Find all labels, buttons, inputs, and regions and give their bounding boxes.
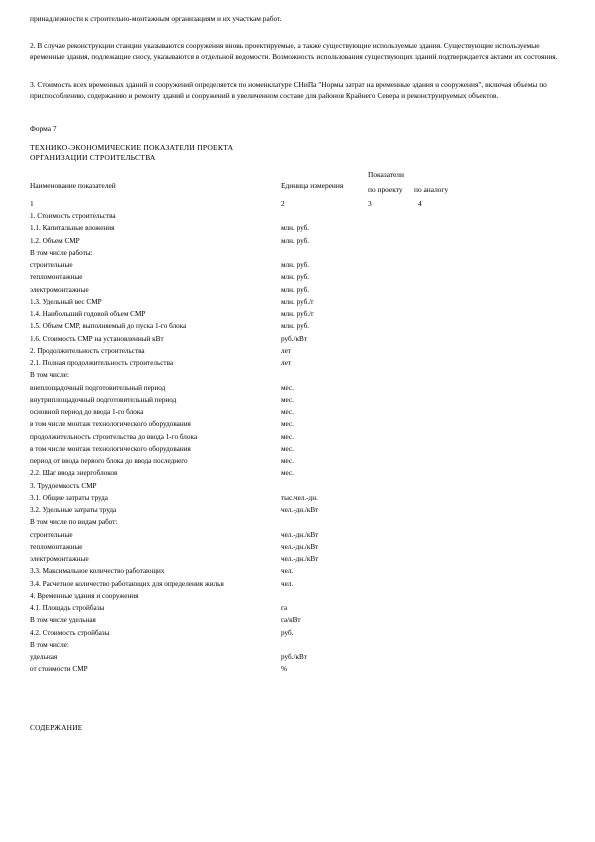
table-row <box>0 420 595 432</box>
table-row <box>0 518 595 530</box>
indicator-name: 1. Стоимость строительства <box>30 212 116 220</box>
indicator-name: тепломонтажные <box>30 273 83 282</box>
column-number-4: 4 <box>418 199 422 208</box>
indicator-name: 1.6. Стоимость СМР на установленный кВт <box>30 334 164 343</box>
indicator-name: внутриплощадочный подготовительный период <box>30 395 177 404</box>
paragraph-continuation: принадлежности к строительно-монтажным организациям и их участкам работ. <box>30 14 282 23</box>
indicator-name: В том числе работы: <box>30 248 93 257</box>
indicator-name: электромонтажные <box>30 555 89 563</box>
table-row <box>0 616 595 628</box>
indicator-name: внеплощадочный подготовительный период <box>30 383 166 392</box>
table-row <box>0 298 595 310</box>
indicator-unit: руб. <box>281 628 294 637</box>
indicator-unit: лет <box>281 359 291 367</box>
indicator-unit: чел.-дн./кВт <box>281 555 319 563</box>
indicator-name: от стоимости СМР <box>30 665 88 674</box>
indicator-unit: млн. руб./г <box>281 310 314 318</box>
table-title-line-1: ТЕХНИКО-ЭКОНОМИЧЕСКИЕ ПОКАЗАТЕЛИ ПРОЕКТА <box>30 143 234 152</box>
indicator-unit: чел.-дн./кВт <box>281 542 319 551</box>
table-row <box>0 506 595 518</box>
table-row <box>0 580 595 592</box>
indicator-name: 2.2. Шаг ввода энергоблоков <box>30 469 118 478</box>
indicator-unit: чел. <box>281 567 294 576</box>
indicator-unit: тыс.чел.-дн. <box>281 493 318 502</box>
indicator-unit: мес. <box>281 444 294 453</box>
indicator-unit: мес. <box>281 395 294 404</box>
indicator-unit: мес. <box>281 432 294 441</box>
table-row <box>0 249 595 261</box>
indicator-unit: мес. <box>281 383 294 392</box>
indicator-unit: % <box>281 665 287 674</box>
table-row <box>0 322 595 334</box>
table-row <box>0 531 595 543</box>
indicator-unit: млн. руб. <box>281 224 310 233</box>
table-row <box>0 494 595 506</box>
indicator-name: основной период до ввода 1-го блока <box>30 408 144 416</box>
indicator-name: В том числе по видам работ: <box>30 518 118 527</box>
table-row <box>0 629 595 641</box>
table-row <box>0 347 595 359</box>
table-row <box>0 224 595 236</box>
table-row <box>0 261 595 273</box>
indicator-unit: га <box>281 604 288 612</box>
indicator-unit: руб./кВт <box>281 653 307 661</box>
indicator-unit: млн. руб./г <box>281 297 314 306</box>
indicator-unit: млн. руб. <box>281 322 310 331</box>
indicator-unit: чел.-дн./кВт <box>281 506 319 514</box>
indicator-unit: чел.-дн./кВт <box>281 530 319 539</box>
indicator-name: продолжительность строительства до ввода 1-го блока <box>30 432 198 441</box>
table-row <box>0 457 595 469</box>
indicator-name: в том числе монтаж технологического оборудования <box>30 444 191 453</box>
indicator-unit: млн. руб. <box>281 261 310 269</box>
indicator-unit: мес. <box>281 408 294 416</box>
indicator-name: 1.4. Наибольший годовой объем СМР <box>30 310 146 318</box>
indicator-name: 4. Временные здания и сооружения <box>30 591 139 600</box>
indicator-unit: га/кВт <box>281 616 301 625</box>
indicator-name: 1.2. Объем СМР <box>30 236 80 245</box>
indicator-name: строительные <box>30 530 73 539</box>
indicator-name: удельная <box>30 653 58 661</box>
table-row <box>0 371 595 383</box>
indicator-unit: мес. <box>281 457 294 465</box>
table-row <box>0 592 595 604</box>
indicator-name: 3.1. Общие затраты труда <box>30 493 108 502</box>
table-row <box>0 482 595 494</box>
indicator-name: 3. Трудоемкость СМР <box>30 481 97 490</box>
table-row <box>0 310 595 322</box>
indicator-name: 4.1. Площадь стройбазы <box>30 604 105 612</box>
indicator-name: тепломонтажные <box>30 542 83 551</box>
table-row <box>0 433 595 445</box>
header-project: по проекту <box>368 185 403 194</box>
header-unit: Единица измерения <box>281 181 344 190</box>
table-title-line-2: ОРГАНИЗАЦИИ СТРОИТЕЛЬСТВА <box>30 153 156 163</box>
table-row <box>0 469 595 481</box>
table-row <box>0 408 595 420</box>
table-row <box>0 273 595 285</box>
indicator-unit: руб./кВт <box>281 334 307 343</box>
column-number-3: 3 <box>368 199 372 208</box>
table-row <box>0 567 595 579</box>
indicator-unit: млн. руб. <box>281 236 310 245</box>
paragraph-3: 3. Стоимость всех временных зданий и сооружений определяется по номенклатуре СНиПа "Нормы затрат на временные здания и сооружения", включая объемы по приспособлению, содержанию и ремонту зданий и сооружений в увеличенном составе для районов Крайнего Севера и реконструируемых объектов. <box>30 80 547 100</box>
table-row <box>0 335 595 347</box>
indicator-name: 3.2. Удельные затраты труда <box>30 506 117 514</box>
paragraph-2: 2. В случае реконструкции станции указываются сооружения вновь проектируемые, а также существующие используемые здания. Существующие используемые временные здания, подлежащие сносу, указываются в отдельной ведомости. Возможность использования существующих зданий подтверждается актами их состояния. <box>30 41 558 61</box>
table-row <box>0 665 595 677</box>
header-values: Показатели <box>368 170 404 179</box>
indicator-name: 4.2. Стоимость стройбазы <box>30 628 110 637</box>
indicator-name: в том числе монтаж технологического оборудования <box>30 420 191 429</box>
indicator-unit: млн. руб. <box>281 285 310 294</box>
indicator-name: В том числе: <box>30 371 69 380</box>
table-row <box>0 237 595 249</box>
table-row <box>0 543 595 555</box>
table-row <box>0 604 595 616</box>
indicator-name: 1.1. Капитальные вложения <box>30 224 115 233</box>
table-row <box>0 359 595 371</box>
indicator-name: 3.3. Максимальное количество работающих <box>30 567 165 576</box>
column-number-2: 2 <box>281 199 285 208</box>
indicator-unit: лет <box>281 346 291 355</box>
header-name: Наименование показателей <box>30 181 116 190</box>
indicator-name: 1.5. Объем СМР, выполняемый до пуска 1-го блока <box>30 322 187 331</box>
table-row <box>0 384 595 396</box>
indicator-unit: мес. <box>281 420 294 429</box>
indicator-name: 1.3. Удельный вес СМР <box>30 297 102 306</box>
indicator-name: строительные <box>30 261 73 269</box>
indicator-name: В том числе: <box>30 640 69 649</box>
indicator-unit: млн. руб. <box>281 273 310 282</box>
toc-heading: СОДЕРЖАНИЕ <box>30 723 83 732</box>
indicator-unit: мес. <box>281 469 294 478</box>
indicator-unit: чел. <box>281 579 294 588</box>
indicator-name: 2.1. Полная продолжительность строительства <box>30 359 174 367</box>
indicator-name: период от ввода первого блока до ввода последнего <box>30 457 188 465</box>
table-row <box>0 396 595 408</box>
table-title <box>30 143 233 164</box>
table-row <box>0 212 595 224</box>
form-label: Форма 7 <box>30 124 57 133</box>
indicator-name: 2. Продолжительность строительства <box>30 346 145 355</box>
indicator-name: 3.4. Расчетное количество работающих для определения жилья <box>30 579 224 588</box>
indicator-name: электромонтажные <box>30 285 89 294</box>
table-row <box>0 286 595 298</box>
table-row <box>0 555 595 567</box>
header-analog: по аналогу <box>414 185 449 194</box>
table-row <box>0 445 595 457</box>
column-number-1: 1 <box>30 199 34 208</box>
table-row <box>0 641 595 653</box>
table-row <box>0 653 595 665</box>
indicator-name: В том числе удельная <box>30 616 96 625</box>
